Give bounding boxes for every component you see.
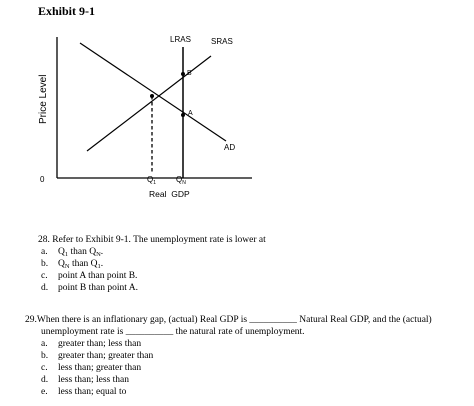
ad-curve [80, 43, 226, 141]
question-29-option-d: d. less than; less than [41, 375, 129, 385]
point-a [181, 113, 185, 117]
question-28-option-d: d. point B than point A. [41, 283, 138, 293]
ad-label: AD [224, 143, 236, 152]
origin-label: 0 [40, 175, 45, 184]
question-28-option-a: a. $Q_1$ than $Q_N$. [41, 247, 104, 258]
point-b [181, 72, 185, 76]
question-29-stem-line-2: unemployment rate is __________ the natural rate of unemployment. [41, 327, 305, 337]
point-a-label: A [188, 110, 193, 117]
question-28-option-c: c. point A than point B. [41, 271, 138, 281]
sras-curve [87, 56, 211, 151]
question-29-option-a: a. greater than; less than [41, 339, 142, 349]
x-axis-label: Real GDP [149, 189, 190, 199]
lras-label: LRAS [170, 35, 191, 44]
exhibit-title: Exhibit 9-1 [38, 4, 96, 18]
q1-tick-label: $Q_1$ [147, 175, 157, 186]
question-29-option-e: e. less than; equal to [41, 387, 127, 397]
point-b-label: B [187, 70, 192, 77]
sras-label: SRAS [211, 37, 233, 46]
question-28-stem: 28. Refer to Exhibit 9-1. The unemployment rate is lower at [38, 235, 266, 245]
y-axis-label: Price Level [38, 74, 49, 124]
question-29-option-c: c. less than; greater than [41, 363, 142, 373]
question-28-option-b: b. $Q_N$ than $Q_1$. [41, 259, 104, 270]
qn-tick-label: $Q_N$ [176, 175, 186, 186]
question-29-option-b: b. greater than; greater than [41, 351, 154, 361]
point-equilibrium [150, 94, 154, 98]
question-29-stem-line-1: 29.When there is an inflationary gap, (actual) Real GDP is __________ Natural Real GDP, and the (actual) [25, 315, 432, 325]
